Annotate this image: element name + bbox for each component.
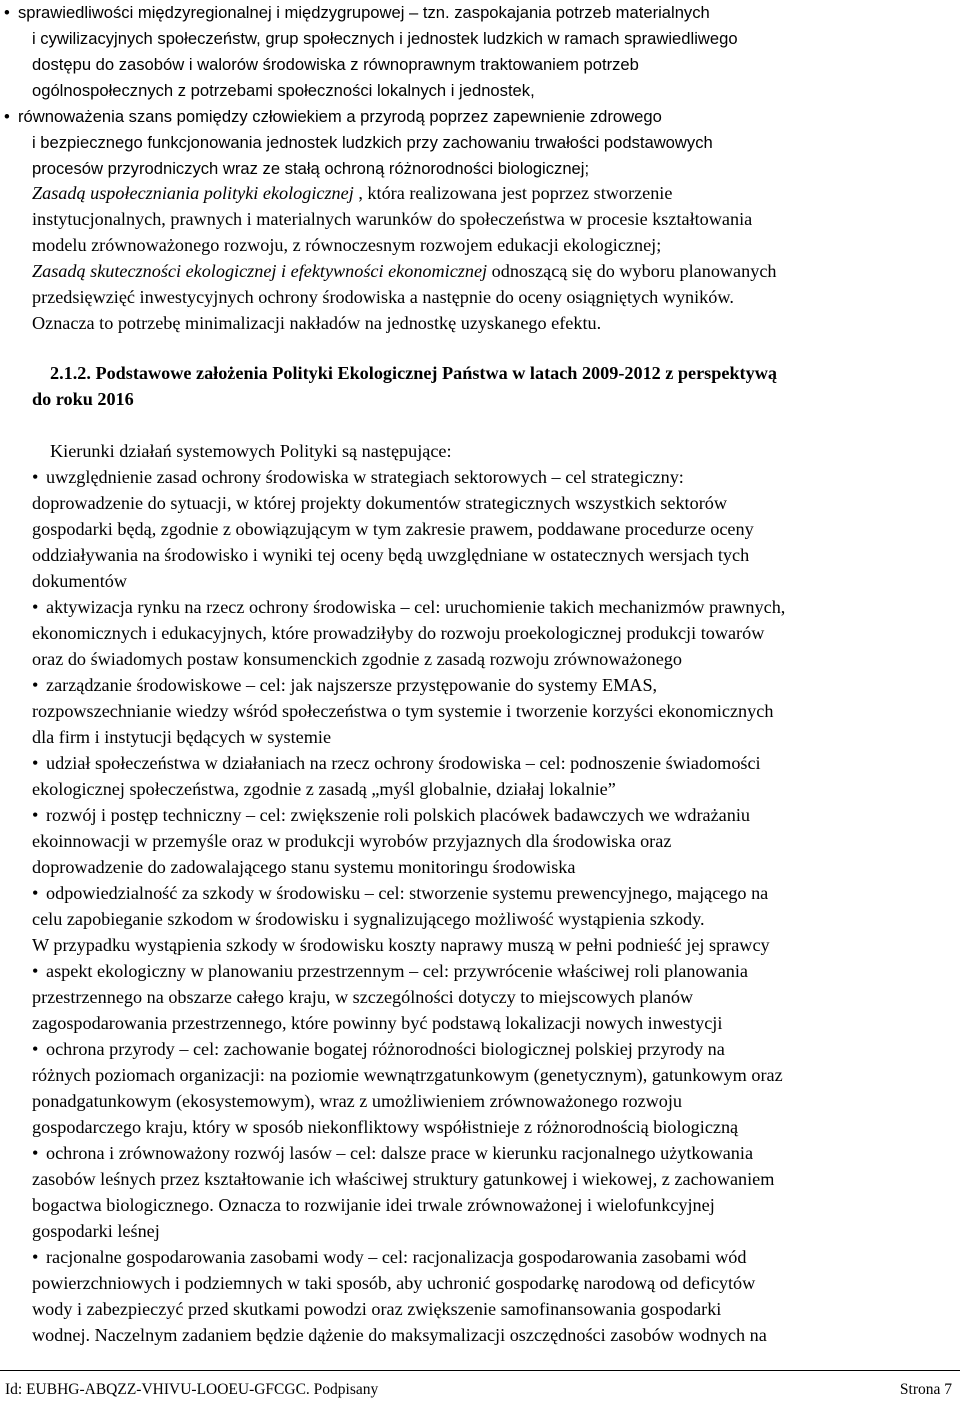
text-line: oraz do świadomych postaw konsumenckich zgodnie z zasadą rozwoju zrównoważonego bbox=[32, 649, 682, 669]
bullet: • bbox=[32, 597, 39, 617]
text-line: • sprawiedliwości międzyregionalnej i międzygrupowej – tzn. zaspokajania potrzeb materialnych bbox=[4, 0, 710, 26]
text-line: przestrzennego na obszarze całego kraju, w szczególności dotyczy to miejscowych planów bbox=[32, 987, 694, 1007]
section-heading: 2.1.2. Podstawowe założenia Polityki Ekologicznej Państwa w latach 2009-2012 z perspektywą bbox=[50, 363, 777, 383]
text-line: bogactwa biologicznego. Oznacza to rozwijanie idei trwale zrównoważonej i wielofunkcyjnej bbox=[32, 1195, 715, 1215]
bullet-item: • racjonalne gospodarowania zasobami wody – cel: racjonalizacja gospodarowania zasobami wód bbox=[32, 1244, 746, 1270]
text-line: gospodarki leśnej bbox=[32, 1221, 160, 1241]
text-line: doprowadzenie do zadowalającego stanu systemu monitoringu środowiska bbox=[32, 857, 576, 877]
bullet: • bbox=[32, 753, 39, 773]
text-line: ekoinnowacji w przemyśle oraz w produkcji wyrobów przyjaznych dla środowiska oraz bbox=[32, 831, 672, 851]
bullet: • bbox=[32, 805, 39, 825]
bullet-item: • ochrona przyrody – cel: zachowanie bogatej różnorodności biologicznej polskiej przyrody na bbox=[32, 1036, 725, 1062]
text-line: dokumentów bbox=[32, 571, 127, 591]
text-line: Zasadą uspołeczniania polityki ekologicznej , która realizowana jest poprzez stworzenie bbox=[32, 183, 673, 203]
text-line: zagospodarowania przestrzennego, które powinny być podstawą lokalizacji nowych inwestycji bbox=[32, 1013, 723, 1033]
bullet-item: • uwzględnienie zasad ochrony środowiska w strategiach sektorowych – cel strategiczny: bbox=[32, 464, 684, 490]
text-line: rozpowszechnianie wiedzy wśród społeczeństwa o tym systemie i tworzenie korzyści ekonomicznych bbox=[32, 701, 774, 721]
text-line: Zasadą skuteczności ekologicznej i efektywności ekonomicznej odnoszącą się do wyboru planowanych bbox=[32, 261, 777, 281]
bullet: • bbox=[32, 467, 39, 487]
bullet: • bbox=[32, 961, 39, 981]
text-line: wodnej. Naczelnym zadaniem będzie dążenie do maksymalizacji oszczędności zasobów wodnych na bbox=[32, 1325, 767, 1345]
page-number: Strona 7 bbox=[899, 1381, 952, 1398]
bullet: • bbox=[32, 1039, 39, 1059]
bullet: • bbox=[32, 675, 39, 695]
text-line: oddziaływania na środowisko i wyniki tej oceny będą uwzględniane w ostatecznych wersjach tych bbox=[32, 545, 750, 565]
text-line: i cywilizacyjnych społeczeństw, grup społecznych i jednostek ludzkich w ramach sprawiedliwego bbox=[32, 29, 738, 48]
bullet: • bbox=[32, 1143, 39, 1163]
bullet-item: • aspekt ekologiczny w planowaniu przestrzennym – cel: przywrócenie właściwej roli planowania bbox=[32, 958, 748, 984]
bullet-item: • ochrona i zrównoważony rozwój lasów – cel: dalsze prace w kierunku racjonalnego użytkowania bbox=[32, 1140, 753, 1166]
bullet: • bbox=[4, 3, 10, 22]
footer-rule bbox=[0, 1370, 960, 1371]
bullet: • bbox=[32, 1247, 39, 1267]
text-line: i bezpiecznego funkcjonowania jednostek ludzkich przy zachowaniu trwałości podstawowych bbox=[32, 133, 713, 152]
text-line: powierzchniowych i podziemnych w taki sposób, aby uchronić gospodarkę narodową od deficytów bbox=[32, 1273, 756, 1293]
text-line: przedsięwzięć inwestycyjnych ochrony środowiska a następnie do oceny osiągniętych wyników. bbox=[32, 287, 734, 307]
text-line: W przypadku wystąpienia szkody w środowisku koszty naprawy muszą w pełni podnieść jej sprawcy bbox=[32, 935, 770, 955]
text-line: instytucjonalnych, prawnych i materialnych warunków do społeczeństwa w procesie kształtowania bbox=[32, 209, 753, 229]
text-line: różnych poziomach organizacji: na poziomie wewnątrzgatunkowym (genetycznym), gatunkowym oraz bbox=[32, 1065, 783, 1085]
text-line: ekologicznej społeczeństwa, zgodnie z zasadą „myśl globalnie, działaj lokalnie” bbox=[32, 779, 616, 799]
bullet-item: • zarządzanie środowiskowe – cel: jak najszersze przystępowanie do systemy EMAS, bbox=[32, 672, 657, 698]
text-line: dostępu do zasobów i walorów środowiska z równoprawnym traktowaniem potrzeb bbox=[32, 55, 639, 74]
text-line: gospodarki będą, zgodnie z obowiązującym w tym zakresie prawem, poddawane procedurze oceny bbox=[32, 519, 754, 539]
bullet-item: • udział społeczeństwa w działaniach na rzecz ochrony środowiska – cel: podnoszenie świadomości bbox=[32, 750, 761, 776]
text-line: ekonomicznych i edukacyjnych, które prowadziłyby do rozwoju proekologicznej produkcji towarów bbox=[32, 623, 765, 643]
text-line: Oznacza to potrzebę minimalizacji nakładów na jednostkę uzyskanego efektu. bbox=[32, 313, 602, 333]
footer-id: Id: EUBHG-ABQZZ-VHIVU-LOOEU-GFCGC. Podpisany bbox=[5, 1381, 379, 1398]
intro-text: Kierunki działań systemowych Polityki są następujące: bbox=[50, 441, 452, 461]
bullet: • bbox=[32, 883, 39, 903]
text-line: procesów przyrodniczych wraz ze stałą ochroną różnorodności biologicznej; bbox=[32, 159, 590, 178]
text-line: zasobów leśnych przez kształtowanie ich właściwej struktury gatunkowej i wiekowej, z zachowaniem bbox=[32, 1169, 775, 1189]
bullet-item: • aktywizacja rynku na rzecz ochrony środowiska – cel: uruchomienie takich mechanizmów prawnych, bbox=[32, 594, 785, 620]
text-line: ponadgatunkowym (ekosystemowym), wraz z umożliwieniem zrównoważonego rozwoju bbox=[32, 1091, 683, 1111]
bullet: • bbox=[4, 107, 10, 126]
text-line: doprowadzenie do sytuacji, w której projekty dokumentów strategicznych wszystkich sektorów bbox=[32, 493, 727, 513]
text-line: gospodarczego kraju, który w sposób niekonfliktowy współistnieje z różnorodnością biologiczną bbox=[32, 1117, 739, 1137]
text-line: wody i zabezpieczyć przed skutkami powodzi oraz zwiększenie samofinansowania gospodarki bbox=[32, 1299, 722, 1319]
text-line: celu zapobieganie szkodom w środowisku i sygnalizującego możliwość wystąpienia szkody. bbox=[32, 909, 705, 929]
text-line: modelu zrównoważonego rozwoju, z równoczesnym rozwojem edukacji ekologicznej; bbox=[32, 235, 662, 255]
text-line: ogólnospołecznych z potrzebami społeczności lokalnych i jednostek, bbox=[32, 81, 535, 100]
bullet-item: • rozwój i postęp techniczny – cel: zwiększenie roli polskich placówek badawczych we wdrażaniu bbox=[32, 802, 750, 828]
text-line: • równoważenia szans pomiędzy człowiekiem a przyrodą poprzez zapewnienie zdrowego bbox=[4, 104, 662, 130]
bullet-item: • odpowiedzialność za szkody w środowisku – cel: stworzenie systemu prewencyjnego, mającego na bbox=[32, 880, 768, 906]
text-line: dla firm i instytucji będących w systemie bbox=[32, 727, 332, 747]
section-heading-cont: do roku 2016 bbox=[32, 389, 134, 409]
